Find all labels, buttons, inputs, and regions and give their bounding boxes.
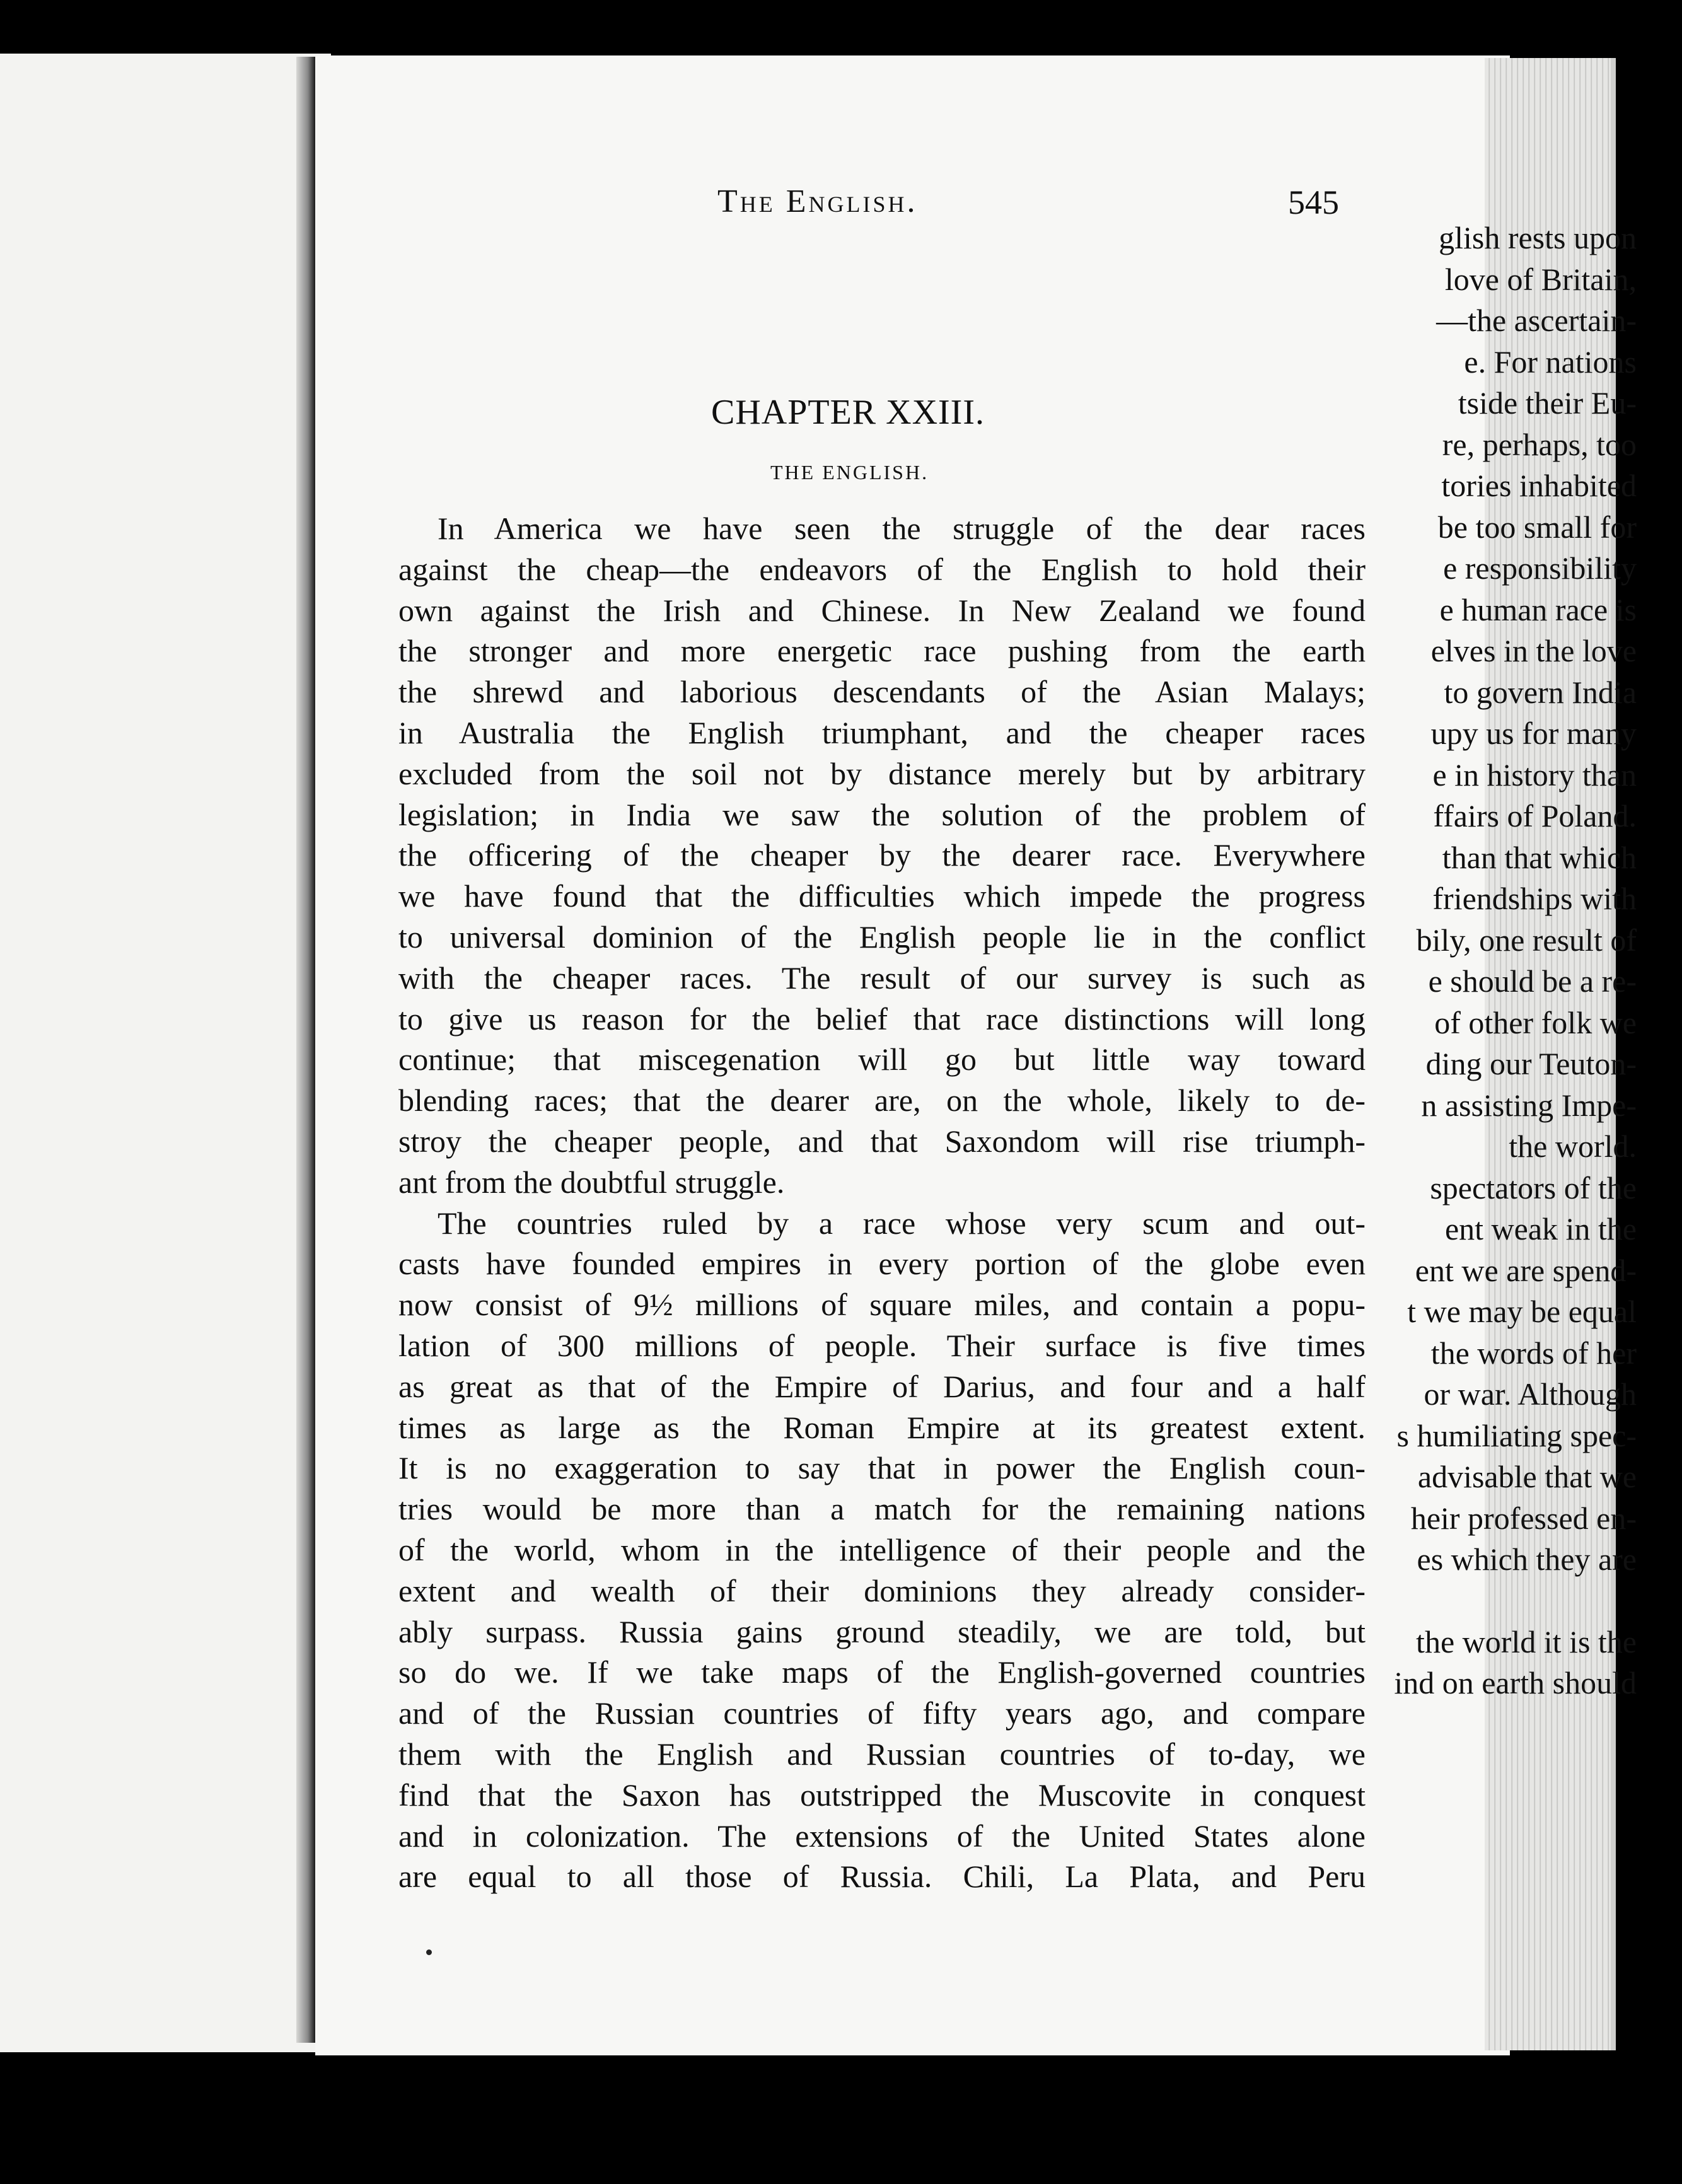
text-line: the stronger and more energetic race pushing from the earth bbox=[398, 633, 1366, 669]
body-text bbox=[398, 508, 1366, 1897]
previous-page-line: spectators of the bbox=[1430, 1170, 1637, 1205]
text-line: times as large as the Roman Empire at its greatest extent. bbox=[398, 1409, 1366, 1445]
text-line: In America we have seen the struggle of the dear races bbox=[438, 511, 1366, 546]
previous-page-line: elves in the love bbox=[1430, 633, 1637, 668]
chapter-title: CHAPTER XXIII. bbox=[711, 393, 985, 432]
text-line: own against the Irish and Chinese. In New Zealand we found bbox=[398, 592, 1366, 628]
text-line: against the cheap—the endeavors of the English to hold their bbox=[398, 551, 1366, 587]
previous-page-line: t we may be equal bbox=[1407, 1294, 1637, 1329]
text-line: lation of 300 millions of people. Their surface is five times bbox=[398, 1327, 1366, 1363]
paragraph bbox=[398, 1203, 1366, 1898]
previous-page-line: n assisting Impe- bbox=[1421, 1087, 1637, 1123]
previous-page-line: heir professed en- bbox=[1410, 1500, 1637, 1536]
text-line: excluded from the soil not by distance merely but by arbitrary bbox=[398, 755, 1366, 791]
previous-page-line: tside their Eu- bbox=[1458, 385, 1637, 421]
previous-page-line: love of Britain, bbox=[1444, 261, 1637, 297]
text-line: and of the Russian countries of fifty years ago, and compare bbox=[398, 1695, 1366, 1731]
previous-page-line: e in history than bbox=[1432, 757, 1637, 793]
previous-page-line: the world. bbox=[1509, 1129, 1637, 1164]
ink-speck bbox=[426, 1949, 432, 1955]
previous-page-line: glish rests upon bbox=[1439, 220, 1637, 255]
text-line: continue; that miscegenation will go but little way toward bbox=[398, 1042, 1366, 1077]
text-line: as great as that of the Empire of Darius, and four and a half bbox=[398, 1368, 1366, 1404]
previous-page-line: ind on earth should bbox=[1394, 1665, 1637, 1700]
text-line: legislation; in India we saw the solution of the problem of bbox=[398, 796, 1366, 832]
paragraph bbox=[398, 508, 1366, 1203]
text-line: them with the English and Russian countries of to-day, we bbox=[398, 1736, 1366, 1772]
previous-page-line: to govern India bbox=[1444, 674, 1637, 710]
previous-page-text bbox=[1394, 218, 1637, 1704]
text-line: ably surpass. Russia gains ground steadily, we are told, but bbox=[398, 1613, 1366, 1649]
previous-page-line: the words of her bbox=[1430, 1335, 1637, 1371]
text-line: in Australia the English triumphant, and the cheaper races bbox=[398, 714, 1366, 750]
text-line: and in colonization. The extensions of the United States alone bbox=[398, 1818, 1366, 1854]
previous-page-line: tories inhabited bbox=[1441, 468, 1637, 503]
text-line: we have found that the difficulties which impede the progress bbox=[398, 878, 1366, 914]
previous-page-line: bily, one result of bbox=[1416, 922, 1637, 958]
text-line: to universal dominion of the English people lie in the conflict bbox=[398, 919, 1366, 955]
text-line: It is no exaggeration to say that in power the English coun- bbox=[398, 1450, 1366, 1486]
text-line: find that the Saxon has outstripped the Muscovite in conquest bbox=[398, 1777, 1366, 1813]
previous-page-line: the world it is the bbox=[1416, 1623, 1637, 1659]
text-line: with the cheaper races. The result of our survey is such as bbox=[398, 960, 1366, 996]
book-gutter bbox=[296, 57, 315, 2043]
previous-page-line: ent we are spend- bbox=[1415, 1252, 1637, 1288]
previous-page-line: e. For nations bbox=[1464, 344, 1637, 380]
text-line: extent and wealth of their dominions they already consider- bbox=[398, 1572, 1366, 1608]
text-line: of the world, whom in the intelligence of their people and the bbox=[398, 1531, 1366, 1567]
text-line: to give us reason for the belief that race distinctions will long bbox=[398, 1001, 1366, 1037]
previous-page-line: upy us for many bbox=[1430, 716, 1637, 751]
previous-page-line: ffairs of Poland. bbox=[1433, 798, 1637, 834]
previous-page-line: friendships with bbox=[1432, 881, 1637, 916]
previous-page-line: —the ascertain- bbox=[1436, 303, 1637, 338]
text-line: are equal to all those of Russia. Chili, La Plata, and Peru bbox=[398, 1859, 1366, 1895]
previous-page-line: be too small for bbox=[1437, 509, 1637, 545]
previous-page-line: e responsibility bbox=[1443, 550, 1637, 586]
text-line: casts have founded empires in every portion of the globe even bbox=[398, 1246, 1366, 1282]
text-line: so do we. If we take maps of the English-governed countries bbox=[398, 1654, 1366, 1690]
previous-page bbox=[0, 54, 331, 2052]
previous-page-line: es which they are bbox=[1417, 1542, 1637, 1577]
previous-page-line: ent weak in the bbox=[1444, 1211, 1637, 1246]
previous-page-line: ding our Teuton- bbox=[1425, 1046, 1637, 1081]
text-line: now consist of 9½ millions of square miles, and contain a popu- bbox=[398, 1287, 1366, 1323]
chapter-subtitle: THE ENGLISH. bbox=[770, 461, 929, 484]
text-line: The countries ruled by a race whose very scum and out- bbox=[438, 1205, 1366, 1241]
previous-page-line: of other folk we bbox=[1434, 1004, 1637, 1040]
text-line: blending races; that the dearer are, on the whole, likely to de- bbox=[398, 1083, 1366, 1118]
running-head: The English. bbox=[717, 183, 918, 219]
previous-page-line: s humiliating spec- bbox=[1396, 1417, 1637, 1453]
text-line: the officering of the cheaper by the dearer race. Everywhere bbox=[398, 837, 1366, 873]
previous-page-line: than that which bbox=[1442, 839, 1637, 875]
text-line: tries would be more than a match for the remaining nations bbox=[398, 1491, 1366, 1527]
text-line: stroy the cheaper people, and that Saxondom will rise triumph- bbox=[398, 1123, 1366, 1159]
previous-page-line: e should be a re- bbox=[1428, 963, 1637, 999]
text-line: the shrewd and laborious descendants of the Asian Malays; bbox=[398, 674, 1366, 710]
previous-page-line: re, perhaps, too bbox=[1442, 426, 1637, 462]
previous-page-line: or war. Although bbox=[1424, 1376, 1637, 1412]
text-line: ant from the doubtful struggle. bbox=[398, 1164, 785, 1200]
previous-page-line: advisable that we bbox=[1417, 1459, 1637, 1494]
paragraph-gap bbox=[1394, 1581, 1637, 1622]
previous-page-line: e human race is bbox=[1439, 591, 1637, 627]
page-number: 545 bbox=[1288, 183, 1339, 221]
